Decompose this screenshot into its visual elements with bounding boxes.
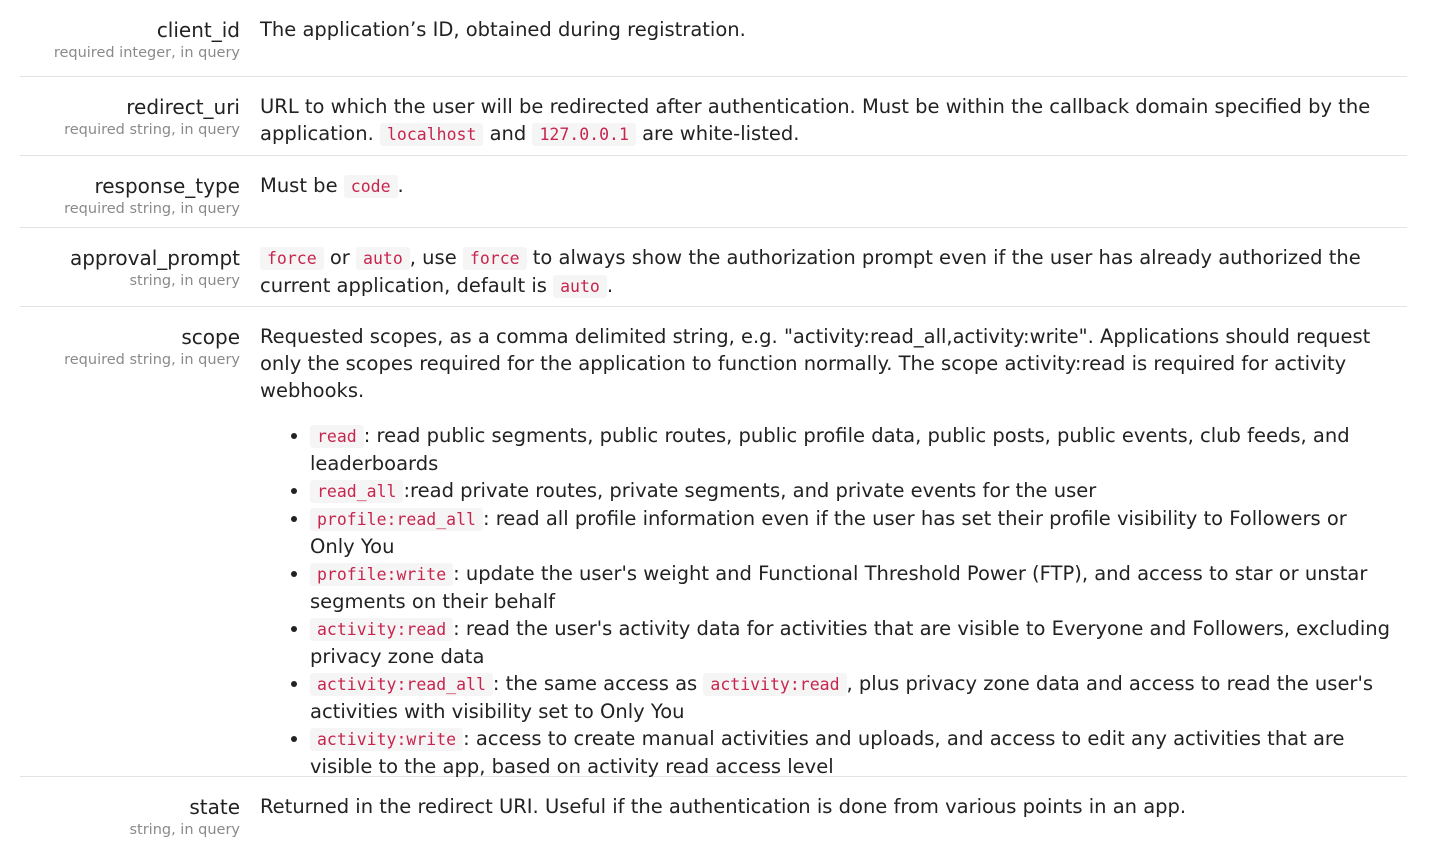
param-name: state (189, 795, 240, 819)
param-name: client_id (156, 18, 240, 42)
code-snippet: localhost (380, 123, 483, 146)
scope-description: : access to create manual activities and uploads, and access to edit any activities that are visible to the app, based on activity read access level (310, 727, 1345, 778)
code-snippet: activity:read (703, 673, 846, 696)
description-text: Returned in the redirect URI. Useful if the authentication is done from various points in an app. (260, 795, 1187, 818)
param-row-redirect-uri (20, 77, 1407, 156)
scope-description: , plus privacy zone data and access to read the user's activities with visibility set to Only You (310, 672, 1373, 723)
param-name-cell (20, 172, 260, 227)
scope-description: : read public segments, public routes, public profile data, public posts, public events, club feeds, and leaderboards (310, 424, 1350, 475)
code-snippet: activity:write (310, 728, 463, 751)
code-snippet: 127.0.0.1 (532, 123, 635, 146)
param-row-client-id (20, 0, 1407, 77)
code-snippet: force (463, 247, 527, 270)
param-meta: string, in query (129, 822, 240, 838)
scope-description: :read private routes, private segments, and private events for the user (403, 479, 1097, 502)
scope-description: : the same access as (492, 672, 698, 695)
code-snippet: read (310, 425, 364, 448)
scope-item-profile-read-all (310, 505, 1397, 560)
param-description (260, 16, 1407, 76)
code-snippet: auto (553, 275, 607, 298)
param-description (260, 244, 1407, 306)
code-snippet: activity:read (310, 618, 453, 641)
parameters-table (20, 0, 1407, 866)
description-text: The application’s ID, obtained during registration. (260, 18, 746, 41)
description-text: to always show the authorization prompt even if the user has already authorized the current application, default is (260, 246, 1361, 297)
code-snippet: profile:read_all (310, 508, 483, 531)
param-description (260, 793, 1407, 866)
scope-item-activity-read (310, 615, 1397, 670)
description-text: , use (409, 246, 457, 269)
param-name-cell (20, 323, 260, 776)
param-meta: required string, in query (64, 122, 240, 138)
scope-description: : read the user's activity data for activities that are visible to Everyone and Followers, excluding privacy zone data (310, 617, 1391, 668)
description-text: Requested scopes, as a comma delimited string, e.g. "activity:read_all,activity:write". Applications should request only the scopes required for the application to function normally. The scope activity:read is required for activity webhooks. (260, 325, 1371, 402)
description-text: URL to which the user will be redirected after authentication. Must be within the callback domain specified by the application. (260, 95, 1371, 145)
scope-item-profile-write (310, 560, 1397, 615)
scope-item-activity-write (310, 725, 1397, 780)
param-name-cell (20, 793, 260, 866)
code-snippet: read_all (310, 480, 403, 503)
param-row-scope (20, 307, 1407, 777)
param-description (260, 93, 1407, 155)
code-snippet: force (260, 247, 324, 270)
description-text: Must be (260, 174, 338, 197)
code-snippet: code (344, 175, 398, 198)
scope-item-read-all (310, 477, 1397, 505)
param-name-cell (20, 93, 260, 155)
scope-item-activity-read-all (310, 670, 1397, 725)
param-description (260, 172, 1407, 227)
scope-description: : read all profile information even if the user has set their profile visibility to Followers or Only You (310, 507, 1347, 558)
description-text: or (329, 246, 350, 269)
scope-description: : update the user's weight and Functional Threshold Power (FTP), and access to star or unstar segments on their behalf (310, 562, 1368, 613)
code-snippet: activity:read_all (310, 673, 493, 696)
scope-item-read (310, 422, 1397, 477)
param-meta: required string, in query (64, 201, 240, 217)
param-description (260, 323, 1407, 776)
param-meta: string, in query (129, 273, 240, 289)
description-text: are white-listed. (642, 122, 800, 145)
param-meta: required string, in query (64, 352, 240, 368)
param-name: approval_prompt (69, 246, 240, 270)
param-name: response_type (94, 174, 240, 198)
code-snippet: auto (356, 247, 410, 270)
param-meta: required integer, in query (53, 45, 240, 61)
description-text: and (489, 122, 527, 145)
param-row-approval-prompt (20, 228, 1407, 307)
param-name: scope (181, 325, 240, 349)
param-row-response-type (20, 156, 1407, 228)
param-row-state (20, 777, 1407, 866)
scope-list (260, 422, 1397, 780)
param-name-cell (20, 244, 260, 306)
description-text: . (397, 174, 404, 197)
param-name-cell (20, 16, 260, 76)
code-snippet: profile:write (310, 563, 453, 586)
param-name: redirect_uri (126, 95, 240, 119)
description-text: . (606, 274, 614, 297)
